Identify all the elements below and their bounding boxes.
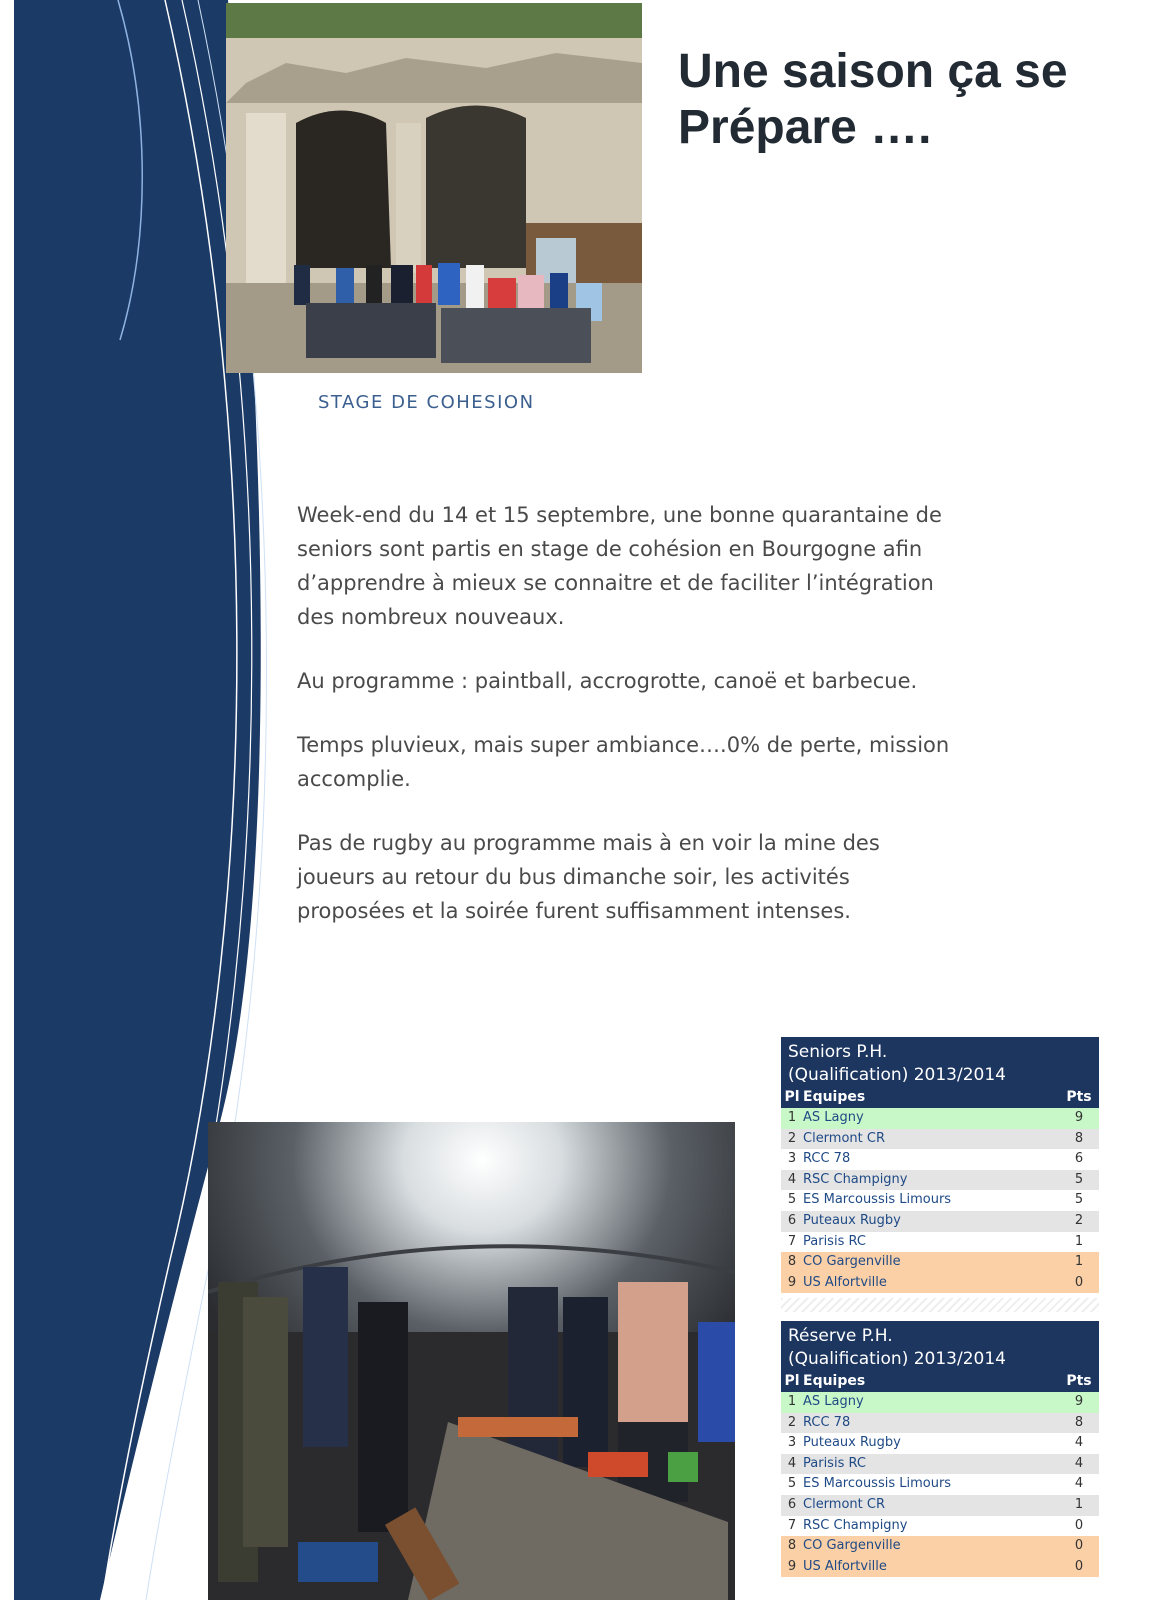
table-title-line-1: Réserve P.H.	[788, 1326, 893, 1346]
points-cell: 2	[1074, 1212, 1084, 1228]
rank-cell: 3	[787, 1435, 797, 1451]
col-header-points: Pts	[1066, 1373, 1092, 1389]
team-cell: Clermont CR	[803, 1496, 885, 1512]
rank-cell: 6	[787, 1212, 797, 1228]
points-cell: 4	[1074, 1476, 1084, 1492]
table-title-line-2: (Qualification) 2013/2014	[788, 1065, 1006, 1085]
points-cell: 8	[1074, 1130, 1084, 1146]
team-cell: AS Lagny	[803, 1394, 864, 1409]
col-header-team: Equipes	[803, 1089, 866, 1105]
table-row	[781, 1170, 1099, 1191]
team-cell: RSC Champigny	[803, 1171, 908, 1187]
rank-cell: 8	[787, 1538, 797, 1554]
table-row	[781, 1108, 1099, 1129]
col-header-points: Pts	[1066, 1089, 1092, 1105]
table-row	[781, 1190, 1099, 1211]
team-cell: US Alfortville	[803, 1274, 887, 1290]
page-title	[678, 44, 1118, 156]
team-cell: Puteaux Rugby	[803, 1212, 901, 1228]
table-separator	[781, 1298, 1099, 1312]
paragraph: Pas de rugby au programme mais à en voir la mine des joueurs au retour du bus dimanche soir, les activités proposées et la soirée furent suffisamment intenses.	[297, 831, 880, 923]
team-cell: US Alfortville	[803, 1558, 887, 1574]
points-cell: 9	[1074, 1394, 1084, 1409]
table-header-row	[781, 1371, 1099, 1392]
table-title	[781, 1037, 1099, 1087]
points-cell: 4	[1074, 1455, 1084, 1471]
paragraph: Temps pluvieux, mais super ambiance….0% de perte, mission accomplie.	[297, 733, 950, 791]
table-title-line-2: (Qualification) 2013/2014	[788, 1349, 1006, 1369]
rank-cell: 2	[787, 1414, 797, 1430]
team-cell: RCC 78	[803, 1414, 851, 1430]
table-row	[781, 1232, 1099, 1253]
paragraph: Au programme : paintball, accrogrotte, canoë et barbecue.	[297, 669, 918, 693]
team-cell: RCC 78	[803, 1151, 851, 1167]
rank-cell: 3	[787, 1151, 797, 1167]
team-cell: Clermont CR	[803, 1130, 885, 1146]
title-line-2: Prépare ….	[678, 101, 932, 154]
table-row	[781, 1454, 1099, 1475]
rank-cell: 4	[787, 1455, 797, 1471]
table-row	[781, 1211, 1099, 1232]
table-row	[781, 1536, 1099, 1557]
points-cell: 6	[1074, 1151, 1084, 1167]
table-row	[781, 1474, 1099, 1495]
rank-cell: 6	[787, 1496, 797, 1512]
team-cell: RSC Champigny	[803, 1517, 908, 1533]
rank-cell: 4	[787, 1171, 797, 1187]
table-row	[781, 1392, 1099, 1413]
table-title	[781, 1321, 1099, 1371]
title-line-1: Une saison ça se	[678, 45, 1068, 98]
team-cell: CO Gargenville	[803, 1254, 901, 1270]
table-row	[781, 1273, 1099, 1294]
points-cell: 0	[1074, 1538, 1084, 1554]
table-row	[781, 1495, 1099, 1516]
points-cell: 5	[1074, 1171, 1084, 1187]
rank-cell: 1	[787, 1110, 797, 1125]
points-cell: 1	[1074, 1233, 1084, 1249]
rank-cell: 7	[787, 1517, 797, 1533]
reserve-standings-table	[781, 1321, 1099, 1577]
cohesion-stage-photo	[226, 3, 642, 373]
col-header-team: Equipes	[803, 1373, 866, 1389]
team-cell: Parisis RC	[803, 1455, 866, 1471]
points-cell: 1	[1074, 1496, 1084, 1512]
rank-cell: 5	[787, 1476, 797, 1492]
team-cell: Parisis RC	[803, 1233, 866, 1249]
table-row	[781, 1413, 1099, 1434]
points-cell: 0	[1074, 1558, 1084, 1574]
rank-cell: 9	[787, 1274, 797, 1290]
paragraph: Week-end du 14 et 15 septembre, une bonne quarantaine de seniors sont partis en stage de cohésion en Bourgogne afin d’apprendre à mieux se connaitre et de faciliter l’intégration des nombreux nouveaux.	[297, 503, 942, 629]
seniors-standings-table	[781, 1037, 1099, 1293]
points-cell: 0	[1074, 1517, 1084, 1533]
table-row	[781, 1149, 1099, 1170]
table-row	[781, 1516, 1099, 1537]
rank-cell: 7	[787, 1233, 797, 1249]
table-row	[781, 1129, 1099, 1150]
rank-cell: 5	[787, 1192, 797, 1208]
team-cell: CO Gargenville	[803, 1538, 901, 1554]
rank-cell: 2	[787, 1130, 797, 1146]
team-cell: ES Marcoussis Limours	[803, 1476, 952, 1492]
rank-cell: 8	[787, 1254, 797, 1270]
points-cell: 0	[1074, 1274, 1084, 1290]
table-row	[781, 1433, 1099, 1454]
points-cell: 4	[1074, 1435, 1084, 1451]
col-header-rank: Pl	[784, 1373, 800, 1389]
team-cell: Puteaux Rugby	[803, 1435, 901, 1451]
table-header-row	[781, 1087, 1099, 1108]
points-cell: 5	[1074, 1192, 1084, 1208]
article-body	[297, 498, 957, 958]
points-cell: 9	[1074, 1110, 1084, 1125]
points-cell: 1	[1074, 1254, 1084, 1270]
team-cell: AS Lagny	[803, 1110, 864, 1125]
rank-cell: 9	[787, 1558, 797, 1574]
barbecue-party-photo	[208, 1122, 735, 1600]
table-row	[781, 1557, 1099, 1578]
photo-caption: STAGE DE COHESION	[318, 392, 535, 413]
rank-cell: 1	[787, 1394, 797, 1409]
table-row	[781, 1252, 1099, 1273]
col-header-rank: Pl	[784, 1089, 800, 1105]
team-cell: ES Marcoussis Limours	[803, 1192, 952, 1208]
table-title-line-1: Seniors P.H.	[788, 1042, 888, 1062]
points-cell: 8	[1074, 1414, 1084, 1430]
